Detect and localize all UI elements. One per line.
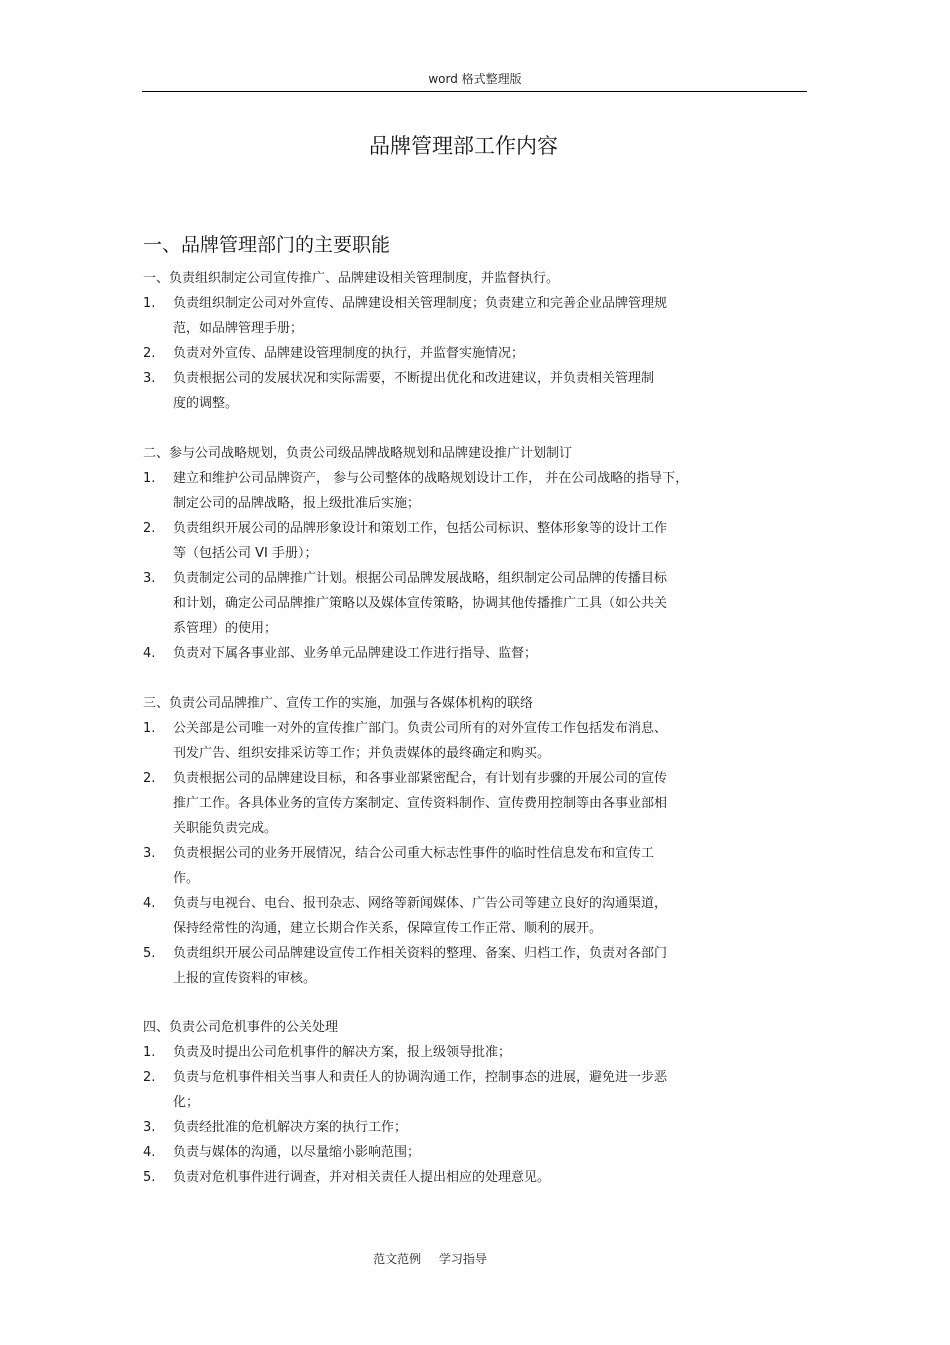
list-item xyxy=(143,1065,803,1115)
list-item xyxy=(143,1040,803,1065)
item-text-line: 负责制定公司的品牌推广计划。根据公司品牌发展战略，组织制定公司品牌的传播目标 xyxy=(173,571,668,586)
item-text-line: 等（包括公司 VI 手册）； xyxy=(173,546,318,561)
item-text-line: 负责与媒体的沟通，以尽量缩小影响范围； xyxy=(173,1145,421,1160)
item-text-line: 建立和维护公司品牌资产， 参与公司整体的战略规划设计工作， 并在公司战略的指导下， xyxy=(173,471,689,486)
item-text-line: 作。 xyxy=(173,871,200,886)
item-text-line: 上报的宣传资料的审核。 xyxy=(173,971,317,986)
item-text-line: 范，如品牌管理手册； xyxy=(173,321,304,336)
item-text-line: 负责组织制定公司对外宣传、品牌建设相关管理制度；负责建立和完善企业品牌管理规 xyxy=(173,296,668,311)
item-number: 4. xyxy=(143,896,156,911)
item-number: 3. xyxy=(143,571,156,586)
list-item xyxy=(143,766,803,841)
list-item xyxy=(143,1115,803,1140)
page-footer xyxy=(0,1250,860,1267)
list-item xyxy=(143,1165,803,1190)
item-number: 4. xyxy=(143,1145,156,1160)
item-text-line: 保持经常性的沟通，建立长期合作关系，保障宣传工作正常、顺利的展开。 xyxy=(173,921,603,936)
item-text-line: 化； xyxy=(173,1095,200,1110)
page-header: word 格式整理版 xyxy=(428,72,522,86)
duty-group-1 xyxy=(143,266,803,416)
list-item xyxy=(143,891,803,941)
item-text-line: 负责对外宣传、品牌建设管理制度的执行，并监督实施情况； xyxy=(173,346,525,361)
list-item xyxy=(143,941,803,991)
item-number: 5. xyxy=(143,1170,156,1185)
list-item xyxy=(143,841,803,891)
item-number: 3. xyxy=(143,371,156,386)
item-text-line: 度的调整。 xyxy=(173,396,239,411)
list-item xyxy=(143,366,803,416)
footer-left-text: 范文范例 xyxy=(373,1252,422,1266)
item-text-line: 负责组织开展公司品牌建设宣传工作相关资料的整理、备案、归档工作，负责对各部门 xyxy=(173,946,668,961)
item-number: 1. xyxy=(143,296,156,311)
item-number: 3. xyxy=(143,846,156,861)
item-text-line: 制定公司的品牌战略，报上级批准后实施； xyxy=(173,496,421,511)
header-divider xyxy=(142,91,807,92)
duty-group-3 xyxy=(143,691,803,991)
item-number: 2. xyxy=(143,521,156,536)
list-item xyxy=(143,341,803,366)
item-number: 1. xyxy=(143,1045,156,1060)
duty-group-4 xyxy=(143,1015,803,1190)
item-text-line: 负责经批准的危机解决方案的执行工作； xyxy=(173,1120,408,1135)
item-text-line: 负责与危机事件相关当事人和责任人的协调沟通工作，控制事态的进展，避免进一步恶 xyxy=(173,1070,668,1085)
list-item xyxy=(143,566,803,641)
item-number: 4. xyxy=(143,646,156,661)
item-text-line: 关职能负责完成。 xyxy=(173,821,278,836)
item-text-line: 和计划，确定公司品牌推广策略以及媒体宣传策略，协调其他传播推广工具（如公共关 xyxy=(173,596,668,611)
item-text-line: 刊发广告、组织安排采访等工作；并负责媒体的最终确定和购买。 xyxy=(173,746,551,761)
duty-group-2 xyxy=(143,441,803,666)
item-text-line: 公关部是公司唯一对外的宣传推广部门。负责公司所有的对外宣传工作包括发布消息、 xyxy=(173,721,668,736)
list-item xyxy=(143,1140,803,1165)
item-text-line: 系管理）的使用； xyxy=(173,621,278,636)
list-item xyxy=(143,516,803,566)
item-number: 1. xyxy=(143,721,156,736)
group-heading: 一、负责组织制定公司宣传推广、品牌建设相关管理制度，并监督执行。 xyxy=(143,271,560,286)
document-title: 品牌管理部工作内容 xyxy=(369,134,558,158)
item-number: 2. xyxy=(143,346,156,361)
item-number: 1. xyxy=(143,471,156,486)
section-heading: 一、品牌管理部门的主要职能 xyxy=(143,234,391,256)
item-number: 2. xyxy=(143,771,156,786)
item-text-line: 负责根据公司的发展状况和实际需要，不断提出优化和改进建议，并负责相关管理制 xyxy=(173,371,655,386)
item-number: 5. xyxy=(143,946,156,961)
footer-right-text: 学习指导 xyxy=(438,1252,487,1266)
list-item xyxy=(143,466,803,516)
item-text-line: 推广工作。各具体业务的宣传方案制定、宣传资料制作、宣传费用控制等由各事业部相 xyxy=(173,796,668,811)
item-number: 2. xyxy=(143,1070,156,1085)
group-heading: 二、参与公司战略规划，负责公司级品牌战略规划和品牌建设推广计划制订 xyxy=(143,446,573,461)
group-heading: 四、负责公司危机事件的公关处理 xyxy=(143,1020,339,1035)
item-text-line: 负责及时提出公司危机事件的解决方案，报上级领导批准； xyxy=(173,1045,512,1060)
item-text-line: 负责根据公司的品牌建设目标，和各事业部紧密配合，有计划有步骤的开展公司的宣传 xyxy=(173,771,668,786)
list-item xyxy=(143,716,803,766)
item-text-line: 负责对下属各事业部、业务单元品牌建设工作进行指导、监督； xyxy=(173,646,538,661)
item-number: 3. xyxy=(143,1120,156,1135)
list-item xyxy=(143,291,803,341)
item-text-line: 负责与电视台、电台、报刊杂志、网络等新闻媒体、广告公司等建立良好的沟通渠道， xyxy=(173,896,668,911)
item-text-line: 负责对危机事件进行调查，并对相关责任人提出相应的处理意见。 xyxy=(173,1170,551,1185)
list-item xyxy=(143,641,803,666)
item-text-line: 负责根据公司的业务开展情况，结合公司重大标志性事件的临时性信息发布和宣传工 xyxy=(173,846,655,861)
group-heading: 三、负责公司品牌推广、宣传工作的实施，加强与各媒体机构的联络 xyxy=(143,696,534,711)
item-text-line: 负责组织开展公司的品牌形象设计和策划工作，包括公司标识、整体形象等的设计工作 xyxy=(173,521,668,536)
